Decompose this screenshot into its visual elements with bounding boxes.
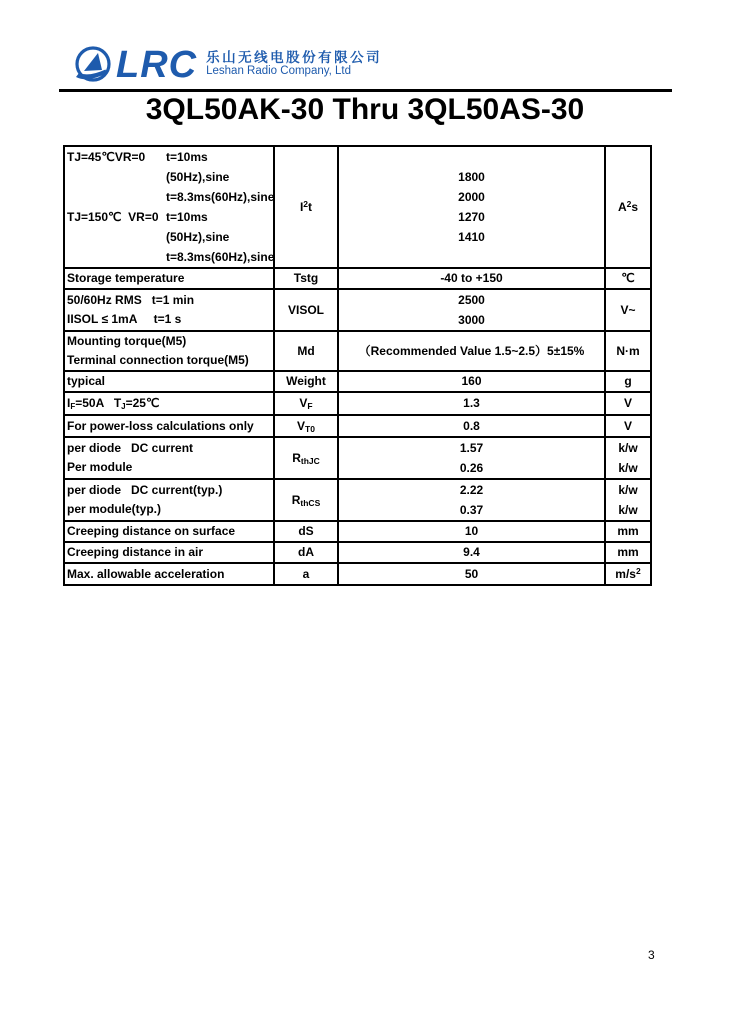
- value-cell: 160: [338, 371, 605, 392]
- value-cell: -40 to +150: [338, 268, 605, 289]
- table-row: [64, 521, 651, 542]
- value-cell: 1.3: [338, 392, 605, 415]
- param-description-cell: Storage temperature: [64, 268, 274, 289]
- symbol-cell: dA: [274, 542, 338, 563]
- unit-cell: $A^2s$: [605, 146, 651, 268]
- symbol-cell: a: [274, 563, 338, 585]
- value-cell: 1.57 0.26: [338, 437, 605, 479]
- param-description-cell: Mounting torque(M5) Terminal connection torque(M5): [64, 331, 274, 371]
- unit-cell: mm: [605, 542, 651, 563]
- unit-cell: V: [605, 415, 651, 437]
- value-cell: 10: [338, 521, 605, 542]
- symbol-cell: dS: [274, 521, 338, 542]
- param-description-cell: Creeping distance in air: [64, 542, 274, 563]
- param-description-cell: $I_F=50A$ $T_J=25℃$: [64, 392, 274, 415]
- page-title: 3QL50AK-30 Thru 3QL50AS-30: [145, 93, 585, 126]
- table-row: [64, 289, 651, 331]
- symbol-cell: Md: [274, 331, 338, 371]
- value-cell: 2500 3000: [338, 289, 605, 331]
- unit-cell: V~: [605, 289, 651, 331]
- unit-cell: k/w k/w: [605, 479, 651, 521]
- param-description-cell: Creeping distance on surface: [64, 521, 274, 542]
- symbol-cell: VISOL: [274, 289, 338, 331]
- unit-cell: g: [605, 371, 651, 392]
- param-description-cell: per diode DC current(typ.) per module(typ.): [64, 479, 274, 521]
- brand-names: [206, 50, 382, 78]
- symbol-cell: $R_{thJC}$: [274, 437, 338, 479]
- param-description-cell: TJ=45℃VR=0 t=10ms (50Hz),sine t=8.3ms(60Hz),sine TJ=150℃ VR=0 t=10ms (50Hz),sine t=8.3ms(60Hz),sine: [64, 146, 274, 268]
- company-name-en: Leshan Radio Company, Ltd: [206, 65, 352, 77]
- company-logo: [74, 44, 382, 88]
- value-cell: （Recommended Value 1.5~2.5）5±15%: [338, 331, 605, 371]
- param-description-cell: 50/60Hz RMS t=1 min IISOL ≤ 1mA t=1 s: [64, 289, 274, 331]
- spec-table: [63, 145, 652, 586]
- value-cell: 0.8: [338, 415, 605, 437]
- table-row: [64, 392, 651, 415]
- header-divider: [59, 89, 672, 92]
- company-name-cn: 乐山无线电股份有限公司: [206, 50, 383, 65]
- symbol-cell: Weight: [274, 371, 338, 392]
- table-row: [64, 331, 651, 371]
- param-description-cell: For power-loss calculations only: [64, 415, 274, 437]
- table-row: [64, 268, 651, 289]
- swan-circle-icon: [74, 44, 112, 88]
- unit-cell: V: [605, 392, 651, 415]
- table-row: [64, 563, 651, 585]
- param-description-cell: Max. allowable acceleration: [64, 563, 274, 585]
- value-cell: 2.22 0.37: [338, 479, 605, 521]
- unit-cell: $m/s^2$: [605, 563, 651, 585]
- symbol-cell: $V_{T0}$: [274, 415, 338, 437]
- table-row: [64, 415, 651, 437]
- table-row: [64, 371, 651, 392]
- param-description-cell: per diode DC current Per module: [64, 437, 274, 479]
- page-number: 3: [648, 948, 655, 962]
- unit-cell: ℃: [605, 268, 651, 289]
- unit-cell: k/w k/w: [605, 437, 651, 479]
- value-cell: 50: [338, 563, 605, 585]
- symbol-cell: $V_F$: [274, 392, 338, 415]
- table-row: [64, 479, 651, 521]
- param-description-cell: typical: [64, 371, 274, 392]
- value-cell: 9.4: [338, 542, 605, 563]
- symbol-cell: $I^2t$: [274, 146, 338, 268]
- table-row: [64, 542, 651, 563]
- table-row: [64, 437, 651, 479]
- symbol-cell: Tstg: [274, 268, 338, 289]
- symbol-cell: $R_{thCS}$: [274, 479, 338, 521]
- value-cell: 1800 2000 1270 1410: [338, 146, 605, 268]
- table-row: [64, 146, 651, 268]
- unit-cell: mm: [605, 521, 651, 542]
- brand-abbr: LRC: [116, 44, 198, 86]
- unit-cell: N·m: [605, 331, 651, 371]
